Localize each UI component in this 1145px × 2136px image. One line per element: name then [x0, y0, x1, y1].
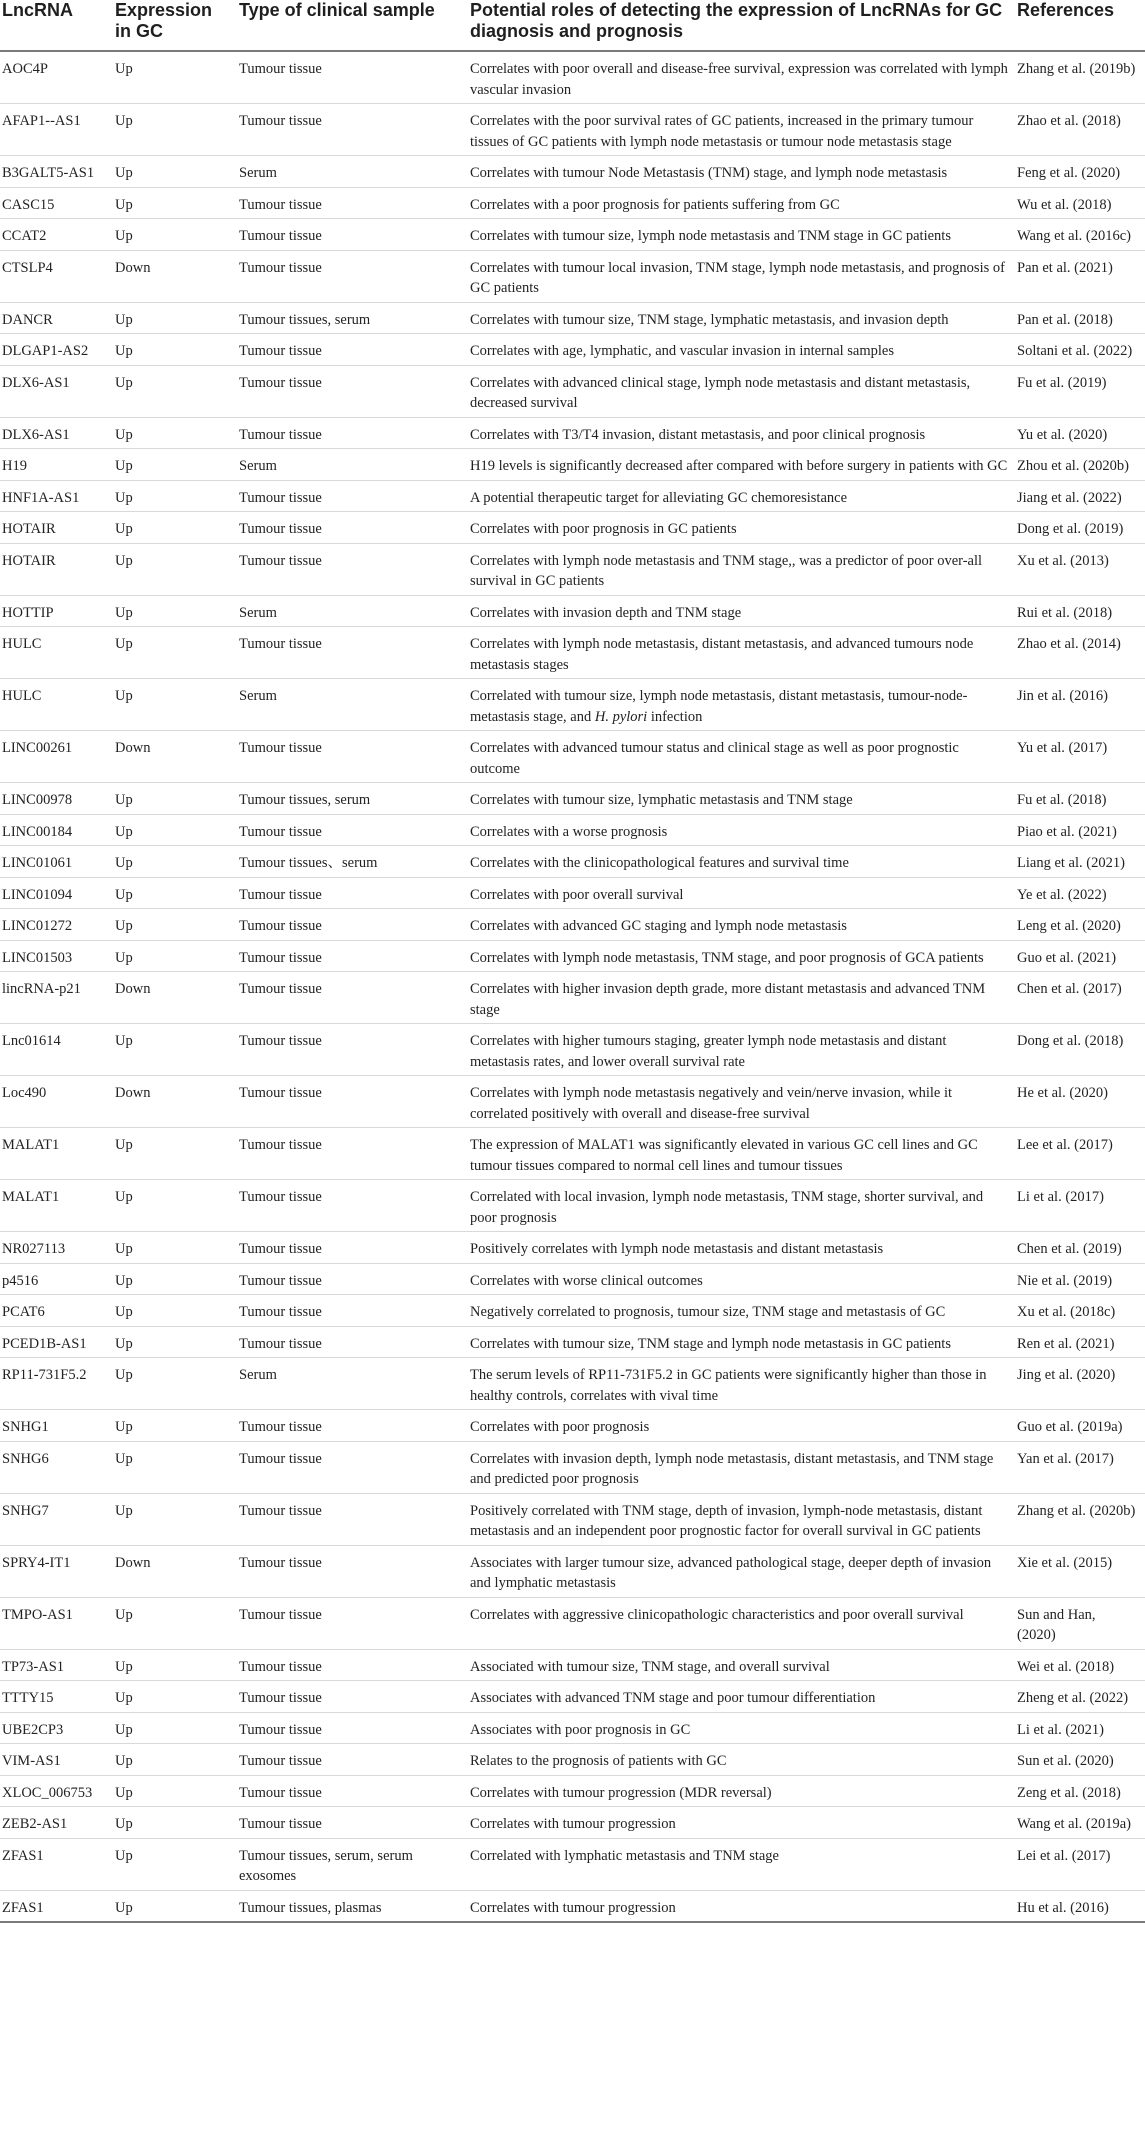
- cell-reference: Yan et al. (2017): [1017, 1441, 1145, 1493]
- cell-sample-type: Tumour tissue: [239, 1326, 470, 1358]
- cell-sample-type: Tumour tissue: [239, 51, 470, 104]
- cell-expression: Up: [115, 480, 239, 512]
- table-row: [0, 1295, 1145, 1327]
- cell-lncrna: LINC01094: [0, 877, 115, 909]
- table-row: [0, 449, 1145, 481]
- cell-reference: Zheng et al. (2022): [1017, 1681, 1145, 1713]
- cell-lncrna: HULC: [0, 679, 115, 731]
- cell-lncrna: PCAT6: [0, 1295, 115, 1327]
- cell-expression: Down: [115, 250, 239, 302]
- header-potential-roles: Potential roles of detecting the expression of LncRNAs for GC diagnosis and prognosis: [470, 0, 1017, 51]
- cell-potential-role: Correlates with aggressive clinicopathologic characteristics and poor overall survival: [470, 1597, 1017, 1649]
- cell-reference: Li et al. (2021): [1017, 1712, 1145, 1744]
- cell-sample-type: Tumour tissue: [239, 1024, 470, 1076]
- cell-lncrna: DLX6-AS1: [0, 365, 115, 417]
- cell-potential-role: Positively correlates with lymph node metastasis and distant metastasis: [470, 1232, 1017, 1264]
- cell-sample-type: Tumour tissue: [239, 1807, 470, 1839]
- table-row: [0, 302, 1145, 334]
- cell-reference: Feng et al. (2020): [1017, 156, 1145, 188]
- table-row: [0, 1597, 1145, 1649]
- cell-lncrna: lincRNA-p21: [0, 972, 115, 1024]
- cell-sample-type: Tumour tissue: [239, 334, 470, 366]
- cell-sample-type: Tumour tissue: [239, 1180, 470, 1232]
- cell-lncrna: HNF1A-AS1: [0, 480, 115, 512]
- cell-lncrna: p4516: [0, 1263, 115, 1295]
- cell-reference: Zhou et al. (2020b): [1017, 449, 1145, 481]
- cell-reference: Soltani et al. (2022): [1017, 334, 1145, 366]
- cell-expression: Up: [115, 1744, 239, 1776]
- cell-lncrna: VIM-AS1: [0, 1744, 115, 1776]
- table-row: [0, 972, 1145, 1024]
- cell-sample-type: Tumour tissue: [239, 1295, 470, 1327]
- cell-reference: Jing et al. (2020): [1017, 1358, 1145, 1410]
- cell-potential-role: Correlates with advanced tumour status and clinical stage as well as poor prognostic outcome: [470, 731, 1017, 783]
- cell-reference: Pan et al. (2018): [1017, 302, 1145, 334]
- cell-sample-type: Tumour tissue: [239, 1410, 470, 1442]
- cell-sample-type: Serum: [239, 156, 470, 188]
- cell-expression: Up: [115, 1326, 239, 1358]
- header-lncrna: LncRNA: [0, 0, 115, 51]
- cell-reference: Zhao et al. (2014): [1017, 627, 1145, 679]
- cell-lncrna: SNHG6: [0, 1441, 115, 1493]
- cell-sample-type: Serum: [239, 595, 470, 627]
- cell-sample-type: Tumour tissue: [239, 1493, 470, 1545]
- table-row: [0, 1712, 1145, 1744]
- cell-expression: Up: [115, 1493, 239, 1545]
- cell-potential-role: The expression of MALAT1 was significantly elevated in various GC cell lines and GC tumour tissues compared to normal cell lines and tumour tissues: [470, 1128, 1017, 1180]
- cell-sample-type: Tumour tissues, serum: [239, 783, 470, 815]
- cell-reference: Chen et al. (2017): [1017, 972, 1145, 1024]
- table-row: [0, 595, 1145, 627]
- cell-sample-type: Tumour tissue: [239, 1441, 470, 1493]
- cell-expression: Up: [115, 1890, 239, 1922]
- table-row: [0, 480, 1145, 512]
- cell-potential-role: Correlates with tumour size, lymphatic metastasis and TNM stage: [470, 783, 1017, 815]
- cell-reference: Nie et al. (2019): [1017, 1263, 1145, 1295]
- cell-lncrna: CCAT2: [0, 219, 115, 251]
- cell-potential-role: Positively correlated with TNM stage, depth of invasion, lymph-node metastasis, distant metastasis and an independent poor prognostic factor for overall survival in GC patients: [470, 1493, 1017, 1545]
- table-row: [0, 156, 1145, 188]
- table-row: [0, 1441, 1145, 1493]
- table-row: [0, 1076, 1145, 1128]
- cell-potential-role: Correlates with lymph node metastasis negatively and vein/nerve invasion, while it correlated positively with overall and disease-free survival: [470, 1076, 1017, 1128]
- cell-potential-role: Negatively correlated to prognosis, tumour size, TNM stage and metastasis of GC: [470, 1295, 1017, 1327]
- cell-lncrna: NR027113: [0, 1232, 115, 1264]
- table-row: [0, 1775, 1145, 1807]
- cell-potential-role: Correlates with tumour local invasion, TNM stage, lymph node metastasis, and prognosis of GC patients: [470, 250, 1017, 302]
- cell-potential-role: Correlates with tumour progression: [470, 1890, 1017, 1922]
- cell-expression: Up: [115, 1295, 239, 1327]
- cell-potential-role: Correlates with lymph node metastasis, TNM stage, and poor prognosis of GCA patients: [470, 940, 1017, 972]
- cell-expression: Up: [115, 543, 239, 595]
- cell-expression: Up: [115, 877, 239, 909]
- cell-potential-role: Correlates with tumour progression: [470, 1807, 1017, 1839]
- table-body: [0, 51, 1145, 1922]
- cell-potential-role: Correlates with higher tumours staging, greater lymph node metastasis and distant metastasis rates, and lower overall survival rate: [470, 1024, 1017, 1076]
- cell-sample-type: Tumour tissue: [239, 877, 470, 909]
- cell-expression: Down: [115, 972, 239, 1024]
- cell-lncrna: Lnc01614: [0, 1024, 115, 1076]
- cell-lncrna: SPRY4-IT1: [0, 1545, 115, 1597]
- header-expression: Expression in GC: [115, 0, 239, 51]
- cell-expression: Up: [115, 219, 239, 251]
- species-name: H. pylori: [594, 708, 648, 725]
- cell-expression: Up: [115, 1358, 239, 1410]
- cell-sample-type: Tumour tissues, serum, serum exosomes: [239, 1838, 470, 1890]
- header-row: [0, 0, 1145, 51]
- cell-potential-role: Correlated with lymphatic metastasis and TNM stage: [470, 1838, 1017, 1890]
- cell-lncrna: LINC01061: [0, 846, 115, 878]
- cell-potential-role: Correlates with lymph node metastasis and TNM stage,, was a predictor of poor over-all survival in GC patients: [470, 543, 1017, 595]
- cell-lncrna: AFAP1--AS1: [0, 104, 115, 156]
- table-row: [0, 877, 1145, 909]
- cell-potential-role: Correlates with higher invasion depth grade, more distant metastasis and advanced TNM stage: [470, 972, 1017, 1024]
- table-row: [0, 51, 1145, 104]
- table-row: [0, 627, 1145, 679]
- cell-lncrna: LINC00261: [0, 731, 115, 783]
- cell-expression: Up: [115, 814, 239, 846]
- table-row: [0, 1358, 1145, 1410]
- cell-expression: Up: [115, 104, 239, 156]
- cell-lncrna: B3GALT5-AS1: [0, 156, 115, 188]
- cell-reference: Zeng et al. (2018): [1017, 1775, 1145, 1807]
- cell-expression: Up: [115, 365, 239, 417]
- cell-expression: Up: [115, 187, 239, 219]
- cell-expression: Up: [115, 1838, 239, 1890]
- table-row: [0, 187, 1145, 219]
- table-row: [0, 1744, 1145, 1776]
- table-row: [0, 679, 1145, 731]
- cell-potential-role: Correlates with T3/T4 invasion, distant metastasis, and poor clinical prognosis: [470, 417, 1017, 449]
- table-row: [0, 1024, 1145, 1076]
- cell-lncrna: LINC00978: [0, 783, 115, 815]
- cell-potential-role: Correlates with poor overall survival: [470, 877, 1017, 909]
- table-row: [0, 814, 1145, 846]
- table-row: [0, 846, 1145, 878]
- cell-expression: Up: [115, 595, 239, 627]
- cell-potential-role: The serum levels of RP11-731F5.2 in GC patients were significantly higher than those in healthy controls, correlates with vival time: [470, 1358, 1017, 1410]
- cell-lncrna: Loc490: [0, 1076, 115, 1128]
- cell-sample-type: Tumour tissue: [239, 909, 470, 941]
- cell-expression: Up: [115, 846, 239, 878]
- table-row: [0, 1807, 1145, 1839]
- cell-lncrna: PCED1B-AS1: [0, 1326, 115, 1358]
- cell-expression: Up: [115, 51, 239, 104]
- cell-lncrna: HOTTIP: [0, 595, 115, 627]
- cell-lncrna: SNHG1: [0, 1410, 115, 1442]
- cell-sample-type: Tumour tissue: [239, 417, 470, 449]
- cell-lncrna: LINC01503: [0, 940, 115, 972]
- header-references: References: [1017, 0, 1145, 51]
- cell-lncrna: CASC15: [0, 187, 115, 219]
- cell-expression: Up: [115, 783, 239, 815]
- cell-expression: Up: [115, 1128, 239, 1180]
- cell-sample-type: Tumour tissue: [239, 1649, 470, 1681]
- cell-potential-role: Correlates with tumour progression (MDR reversal): [470, 1775, 1017, 1807]
- table-row: [0, 1410, 1145, 1442]
- cell-lncrna: ZEB2-AS1: [0, 1807, 115, 1839]
- cell-reference: Wang et al. (2016c): [1017, 219, 1145, 251]
- cell-sample-type: Tumour tissue: [239, 1744, 470, 1776]
- cell-expression: Up: [115, 334, 239, 366]
- cell-expression: Up: [115, 1410, 239, 1442]
- table-row: [0, 1180, 1145, 1232]
- table-row: [0, 417, 1145, 449]
- cell-expression: Up: [115, 1649, 239, 1681]
- cell-expression: Up: [115, 1232, 239, 1264]
- cell-sample-type: Serum: [239, 679, 470, 731]
- table-row: [0, 1493, 1145, 1545]
- cell-reference: Liang et al. (2021): [1017, 846, 1145, 878]
- table-row: [0, 1838, 1145, 1890]
- cell-potential-role: Associates with larger tumour size, advanced pathological stage, deeper depth of invasion and lymphatic metastasis: [470, 1545, 1017, 1597]
- cell-reference: Ye et al. (2022): [1017, 877, 1145, 909]
- cell-lncrna: MALAT1: [0, 1128, 115, 1180]
- cell-sample-type: Tumour tissue: [239, 1128, 470, 1180]
- cell-lncrna: HOTAIR: [0, 543, 115, 595]
- cell-potential-role: Correlates with tumour Node Metastasis (TNM) stage, and lymph node metastasis: [470, 156, 1017, 188]
- cell-sample-type: Tumour tissue: [239, 1076, 470, 1128]
- table-row: [0, 1681, 1145, 1713]
- cell-reference: Zhang et al. (2020b): [1017, 1493, 1145, 1545]
- cell-potential-role: Correlates with invasion depth, lymph node metastasis, distant metastasis, and TNM stage and predicted poor prognosis: [470, 1441, 1017, 1493]
- cell-reference: Guo et al. (2021): [1017, 940, 1145, 972]
- cell-potential-role: Correlates with poor prognosis: [470, 1410, 1017, 1442]
- cell-reference: Xu et al. (2013): [1017, 543, 1145, 595]
- cell-potential-role: Correlates with lymph node metastasis, distant metastasis, and advanced tumours node metastasis stages: [470, 627, 1017, 679]
- cell-lncrna: LINC00184: [0, 814, 115, 846]
- cell-reference: Dong et al. (2019): [1017, 512, 1145, 544]
- cell-potential-role: Correlates with advanced GC staging and lymph node metastasis: [470, 909, 1017, 941]
- cell-potential-role: H19 levels is significantly decreased after compared with before surgery in patients with GC: [470, 449, 1017, 481]
- cell-expression: Up: [115, 679, 239, 731]
- table-row: [0, 1326, 1145, 1358]
- cell-potential-role: Correlated with tumour size, lymph node metastasis, distant metastasis, tumour-node-metastasis stage, and H. pylori infection: [470, 679, 1017, 731]
- cell-reference: Sun and Han, (2020): [1017, 1597, 1145, 1649]
- cell-potential-role: Correlates with advanced clinical stage, lymph node metastasis and distant metastasis, decreased survival: [470, 365, 1017, 417]
- cell-expression: Up: [115, 302, 239, 334]
- cell-lncrna: CTSLP4: [0, 250, 115, 302]
- cell-reference: Jiang et al. (2022): [1017, 480, 1145, 512]
- cell-lncrna: XLOC_006753: [0, 1775, 115, 1807]
- cell-lncrna: ZFAS1: [0, 1890, 115, 1922]
- cell-potential-role: Associated with tumour size, TNM stage, and overall survival: [470, 1649, 1017, 1681]
- cell-sample-type: Serum: [239, 449, 470, 481]
- cell-expression: Up: [115, 1263, 239, 1295]
- cell-sample-type: Tumour tissue: [239, 104, 470, 156]
- cell-reference: Piao et al. (2021): [1017, 814, 1145, 846]
- cell-sample-type: Tumour tissues, serum: [239, 302, 470, 334]
- cell-lncrna: HOTAIR: [0, 512, 115, 544]
- table-row: [0, 512, 1145, 544]
- cell-reference: Lee et al. (2017): [1017, 1128, 1145, 1180]
- cell-reference: Pan et al. (2021): [1017, 250, 1145, 302]
- cell-reference: Wu et al. (2018): [1017, 187, 1145, 219]
- cell-potential-role: Correlated with local invasion, lymph node metastasis, TNM stage, shorter survival, and poor prognosis: [470, 1180, 1017, 1232]
- cell-potential-role: Correlates with worse clinical outcomes: [470, 1263, 1017, 1295]
- cell-lncrna: DANCR: [0, 302, 115, 334]
- cell-lncrna: DLX6-AS1: [0, 417, 115, 449]
- cell-potential-role: Relates to the prognosis of patients with GC: [470, 1744, 1017, 1776]
- cell-sample-type: Tumour tissue: [239, 1545, 470, 1597]
- cell-reference: Jin et al. (2016): [1017, 679, 1145, 731]
- cell-expression: Down: [115, 1076, 239, 1128]
- cell-lncrna: SNHG7: [0, 1493, 115, 1545]
- cell-sample-type: Tumour tissue: [239, 1232, 470, 1264]
- cell-potential-role: Correlates with a poor prognosis for patients suffering from GC: [470, 187, 1017, 219]
- table-row: [0, 250, 1145, 302]
- cell-sample-type: Tumour tissue: [239, 480, 470, 512]
- cell-potential-role: Correlates with the poor survival rates of GC patients, increased in the primary tumour tissues of GC patients with lymph node metastasis or tumour node metastasis stage: [470, 104, 1017, 156]
- cell-expression: Up: [115, 1681, 239, 1713]
- cell-sample-type: Tumour tissue: [239, 512, 470, 544]
- cell-lncrna: TTTY15: [0, 1681, 115, 1713]
- cell-potential-role: Correlates with poor prognosis in GC patients: [470, 512, 1017, 544]
- cell-sample-type: Tumour tissue: [239, 1775, 470, 1807]
- cell-lncrna: LINC01272: [0, 909, 115, 941]
- cell-reference: Hu et al. (2016): [1017, 1890, 1145, 1922]
- cell-lncrna: UBE2CP3: [0, 1712, 115, 1744]
- cell-sample-type: Tumour tissue: [239, 1712, 470, 1744]
- cell-reference: Xie et al. (2015): [1017, 1545, 1145, 1597]
- cell-lncrna: DLGAP1-AS2: [0, 334, 115, 366]
- table-header: [0, 0, 1145, 51]
- cell-reference: Yu et al. (2017): [1017, 731, 1145, 783]
- cell-sample-type: Tumour tissue: [239, 187, 470, 219]
- cell-sample-type: Tumour tissue: [239, 543, 470, 595]
- cell-reference: Lei et al. (2017): [1017, 1838, 1145, 1890]
- cell-sample-type: Tumour tissue: [239, 1597, 470, 1649]
- cell-expression: Up: [115, 1712, 239, 1744]
- cell-reference: Rui et al. (2018): [1017, 595, 1145, 627]
- table-row: [0, 1128, 1145, 1180]
- cell-reference: Zhao et al. (2018): [1017, 104, 1145, 156]
- cell-sample-type: Tumour tissues、serum: [239, 846, 470, 878]
- cell-potential-role: Correlates with poor overall and disease-free survival, expression was correlated with lymph vascular invasion: [470, 51, 1017, 104]
- cell-expression: Up: [115, 1180, 239, 1232]
- cell-reference: Leng et al. (2020): [1017, 909, 1145, 941]
- cell-sample-type: Tumour tissue: [239, 250, 470, 302]
- cell-reference: He et al. (2020): [1017, 1076, 1145, 1128]
- cell-reference: Zhang et al. (2019b): [1017, 51, 1145, 104]
- table-row: [0, 731, 1145, 783]
- cell-expression: Up: [115, 156, 239, 188]
- cell-expression: Up: [115, 1775, 239, 1807]
- cell-lncrna: TP73-AS1: [0, 1649, 115, 1681]
- cell-sample-type: Tumour tissue: [239, 814, 470, 846]
- cell-potential-role: Correlates with the clinicopathological features and survival time: [470, 846, 1017, 878]
- table-row: [0, 104, 1145, 156]
- cell-sample-type: Tumour tissue: [239, 731, 470, 783]
- table-row: [0, 543, 1145, 595]
- table-row: [0, 334, 1145, 366]
- cell-reference: Fu et al. (2018): [1017, 783, 1145, 815]
- cell-potential-role: Associates with advanced TNM stage and poor tumour differentiation: [470, 1681, 1017, 1713]
- cell-expression: Up: [115, 1597, 239, 1649]
- cell-lncrna: ZFAS1: [0, 1838, 115, 1890]
- table-row: [0, 783, 1145, 815]
- table-row: [0, 1232, 1145, 1264]
- cell-expression: Up: [115, 909, 239, 941]
- cell-expression: Up: [115, 417, 239, 449]
- cell-sample-type: Serum: [239, 1358, 470, 1410]
- table-row: [0, 1649, 1145, 1681]
- cell-expression: Up: [115, 512, 239, 544]
- cell-potential-role: Correlates with tumour size, TNM stage, lymphatic metastasis, and invasion depth: [470, 302, 1017, 334]
- cell-lncrna: RP11-731F5.2: [0, 1358, 115, 1410]
- cell-potential-role: Correlates with tumour size, TNM stage and lymph node metastasis in GC patients: [470, 1326, 1017, 1358]
- table-row: [0, 1890, 1145, 1922]
- cell-potential-role: Correlates with a worse prognosis: [470, 814, 1017, 846]
- cell-sample-type: Tumour tissue: [239, 219, 470, 251]
- table-row: [0, 1263, 1145, 1295]
- cell-reference: Chen et al. (2019): [1017, 1232, 1145, 1264]
- cell-expression: Up: [115, 449, 239, 481]
- cell-reference: Wang et al. (2019a): [1017, 1807, 1145, 1839]
- cell-potential-role: Correlates with tumour size, lymph node metastasis and TNM stage in GC patients: [470, 219, 1017, 251]
- table-row: [0, 365, 1145, 417]
- cell-sample-type: Tumour tissue: [239, 365, 470, 417]
- cell-lncrna: MALAT1: [0, 1180, 115, 1232]
- cell-reference: Yu et al. (2020): [1017, 417, 1145, 449]
- cell-sample-type: Tumour tissue: [239, 1263, 470, 1295]
- cell-expression: Up: [115, 1807, 239, 1839]
- cell-expression: Down: [115, 1545, 239, 1597]
- cell-sample-type: Tumour tissue: [239, 972, 470, 1024]
- cell-expression: Up: [115, 1024, 239, 1076]
- cell-potential-role: Associates with poor prognosis in GC: [470, 1712, 1017, 1744]
- cell-sample-type: Tumour tissue: [239, 940, 470, 972]
- table-row: [0, 1545, 1145, 1597]
- cell-lncrna: H19: [0, 449, 115, 481]
- cell-lncrna: TMPO-AS1: [0, 1597, 115, 1649]
- cell-reference: Ren et al. (2021): [1017, 1326, 1145, 1358]
- cell-potential-role: Correlates with age, lymphatic, and vascular invasion in internal samples: [470, 334, 1017, 366]
- cell-expression: Down: [115, 731, 239, 783]
- cell-sample-type: Tumour tissues, plasmas: [239, 1890, 470, 1922]
- table-row: [0, 940, 1145, 972]
- table-row: [0, 219, 1145, 251]
- cell-lncrna: HULC: [0, 627, 115, 679]
- cell-reference: Xu et al. (2018c): [1017, 1295, 1145, 1327]
- cell-lncrna: AOC4P: [0, 51, 115, 104]
- cell-potential-role: A potential therapeutic target for alleviating GC chemoresistance: [470, 480, 1017, 512]
- cell-sample-type: Tumour tissue: [239, 1681, 470, 1713]
- header-sample-type: Type of clinical sample: [239, 0, 470, 51]
- cell-reference: Dong et al. (2018): [1017, 1024, 1145, 1076]
- cell-reference: Sun et al. (2020): [1017, 1744, 1145, 1776]
- cell-expression: Up: [115, 1441, 239, 1493]
- table-row: [0, 909, 1145, 941]
- cell-reference: Wei et al. (2018): [1017, 1649, 1145, 1681]
- cell-expression: Up: [115, 627, 239, 679]
- cell-potential-role: Correlates with invasion depth and TNM stage: [470, 595, 1017, 627]
- cell-reference: Guo et al. (2019a): [1017, 1410, 1145, 1442]
- cell-reference: Li et al. (2017): [1017, 1180, 1145, 1232]
- cell-sample-type: Tumour tissue: [239, 627, 470, 679]
- cell-reference: Fu et al. (2019): [1017, 365, 1145, 417]
- cell-expression: Up: [115, 940, 239, 972]
